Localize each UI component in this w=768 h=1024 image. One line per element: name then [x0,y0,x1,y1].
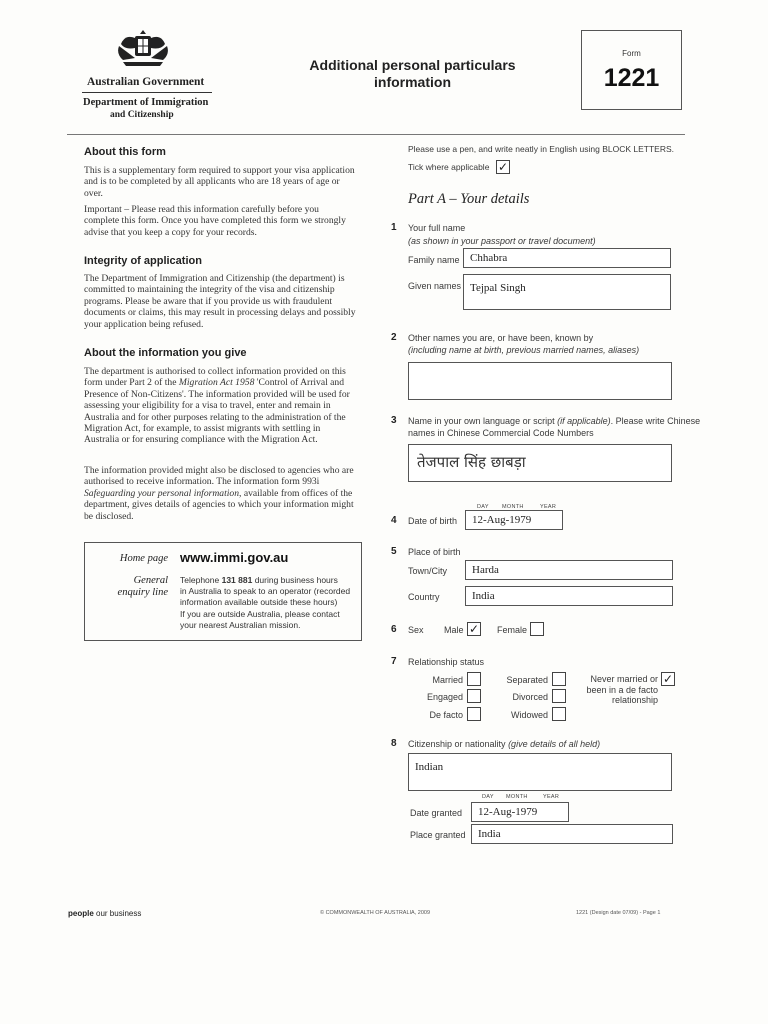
dob-day-header: DAY [477,504,489,510]
married-checkbox[interactable] [467,672,481,686]
female-label: Female [497,625,528,635]
form-number: 1221 [603,64,660,92]
town-city-label: Town/City [408,566,448,576]
q3-label-text-a: Name in your own language or script [408,416,558,426]
about-info-p2-text-a: The information provided might also be disclosed to agencies who are authorised to receive information. The information form 993i [84,465,354,488]
granted-day-header: DAY [482,794,494,800]
instruction-tick: Tick where applicable [408,162,490,172]
enquiry-label-line1: General [133,575,168,586]
form-title [280,57,545,91]
relationship-status-label: Relationship status [408,657,485,667]
divorced-label: Divorced [512,692,548,702]
home-page-url[interactable]: www.immi.gov.au [180,550,289,565]
family-name-label: Family name [408,255,460,265]
coat-of-arms-icon [113,26,173,72]
q2-number: 2 [391,332,397,343]
about-info-p2-text-b: , available from offices of the department, gives details of agencies to which your information might be disclosed. [84,487,354,522]
q3-label-line2: names in Chinese Commercial Code Numbers [408,428,594,438]
male-checkbox[interactable]: ✓ [468,622,480,636]
agency-name: Australian Government [87,76,205,88]
widowed-label: Widowed [510,710,548,720]
footer-page-reference: 1221 (Design date 07/09) - Page 1 [576,910,661,916]
country-field[interactable]: India [465,586,673,606]
telephone-number[interactable]: 131 881 [221,575,253,585]
q4-number: 4 [391,515,397,526]
q2-note: (including name at birth, previous married names, aliases) [408,345,640,355]
sex-label: Sex [408,625,424,635]
about-info-p1-text-a: The department is authorised to collect information provided on this form under Part 2 of the [84,366,346,389]
dob-year-header: YEAR [540,504,557,510]
de-facto-label: De facto [429,710,463,720]
q6-number: 6 [391,624,397,635]
date-of-birth-label: Date of birth [408,516,458,526]
about-form-paragraph-2: Important – Please read this information carefully before you complete this form. Once you have completed this form we strongly advise that you keep a copy for your records. [84,204,346,238]
home-page-label: Home page [119,553,168,564]
place-of-birth-label: Place of birth [408,547,461,557]
female-checkbox[interactable] [530,622,544,636]
engaged-checkbox[interactable] [467,689,481,703]
enquiry-line2: in Australia to speak to an operator (recorded [180,586,351,597]
engaged-label: Engaged [426,692,463,702]
department-line2: and Citizenship [110,110,174,120]
citizenship-label-note: (give details of all held) [508,739,601,749]
never-married-line1: Never married or [590,674,658,684]
male-label: Male [444,625,464,635]
about-info-paragraph-2 [84,465,356,522]
about-info-heading: About the information you give [84,347,247,359]
form-number-box [581,30,682,110]
q7-number: 7 [391,656,397,667]
telephone-line [180,575,350,586]
divorced-checkbox[interactable] [552,689,566,703]
enquiry-line4: If you are outside Australia, please contact [180,608,340,619]
enquiry-line5: your nearest Australian mission. [180,619,301,630]
q3-label [408,416,700,426]
footer-slogan [68,909,141,918]
migration-act-title: Migration Act 1958 [178,377,255,389]
integrity-paragraph: The Department of Immigration and Citizenship (the department) is committed to maintaining the integrity of the visa and citizenship programs. Please be aware that if you provide us with fraudulent documents or claims, this may result in processing delays and possibly your application being refused. [84,273,356,330]
other-names-field[interactable] [408,362,672,400]
q1-number: 1 [391,222,397,233]
family-name-field[interactable]: Chhabra [463,248,671,268]
date-of-birth-field[interactable]: 12-Aug-1979 [465,510,563,530]
citizenship-label [408,739,600,749]
date-granted-field[interactable]: 12-Aug-1979 [471,802,569,822]
form-title-line2: information [374,74,451,90]
safeguarding-title: Safeguarding your personal information [84,487,240,499]
separated-checkbox[interactable] [552,672,566,686]
country-label: Country [408,592,440,602]
instruction-block-letters: Please use a pen, and write neatly in English using BLOCK LETTERS. [408,144,675,154]
never-married-line2: been in a de facto [586,684,658,695]
given-names-field[interactable]: Tejpal Singh [463,274,671,310]
enquiry-label-line2: enquiry line [117,587,168,598]
footer-copyright: © COMMONWEALTH OF AUSTRALIA, 2009 [320,910,430,916]
telephone-suffix: during business hours [252,575,338,585]
about-info-p1-text-b: 'Control of Arrival and Presence of Non-Citizens'. The information provided will be used for assessing your eligibility for a visa to travel, enter and remain in Australia and for other purposes relating to the administration of the Migration Act, for example, to assist migrants with settling in Australia or for ensuring compliance with the Migration Act. [84,377,350,446]
form-title-line1: Additional personal particulars [309,57,516,73]
q3-number: 3 [391,415,397,426]
form-label: Form [622,49,641,58]
about-info-paragraph-1 [84,366,356,446]
never-married-line3: relationship [611,695,658,705]
q5-number: 5 [391,546,397,557]
native-script-name-field[interactable]: तेजपाल सिंह छाबड़ा [408,444,672,482]
q1-note: (as shown in your passport or travel document) [408,236,596,246]
never-married-checkbox[interactable]: ✓ [662,672,674,686]
place-granted-field[interactable]: India [471,824,673,844]
about-form-heading: About this form [84,146,166,158]
enquiry-label [94,575,168,599]
married-label: Married [432,675,463,685]
separated-label: Separated [506,675,548,685]
about-form-paragraph-1: This is a supplementary form required to support your visa application and is to be completed by all applicants who are 18 years of age or over. [84,165,355,199]
place-granted-label: Place granted [410,830,466,840]
widowed-checkbox[interactable] [552,707,566,721]
part-a-heading: Part A – Your details [408,191,530,207]
header-divider [82,92,212,93]
q1-label: Your full name [408,223,466,233]
footer-slogan-rest: our business [93,909,142,918]
q8-number: 8 [391,738,397,749]
q3-label-text-b: . Please write Chinese [610,416,701,426]
granted-year-header: YEAR [543,794,560,800]
citizenship-label-text: Citizenship or nationality [408,739,509,749]
granted-month-header: MONTH [506,794,528,800]
example-tick-box: ✓ [497,160,509,174]
enquiry-details [180,575,350,631]
dob-month-header: MONTH [502,504,524,510]
header-rule [67,134,685,135]
de-facto-checkbox[interactable] [467,707,481,721]
department-line1: Department of Immigration [83,97,209,108]
q2-label: Other names you are, or have been, known by [408,333,594,343]
enquiry-line3: information available outside these hours) [180,597,338,608]
town-city-field[interactable]: Harda [465,560,673,580]
q3-label-note: (if applicable) [557,416,611,426]
integrity-heading: Integrity of application [84,255,202,267]
footer-slogan-bold: people [68,909,94,918]
never-married-label [580,674,658,706]
citizenship-field[interactable]: Indian [408,753,672,791]
given-names-label: Given names [408,281,462,291]
telephone-prefix: Telephone [180,575,222,585]
date-granted-label: Date granted [410,808,463,818]
